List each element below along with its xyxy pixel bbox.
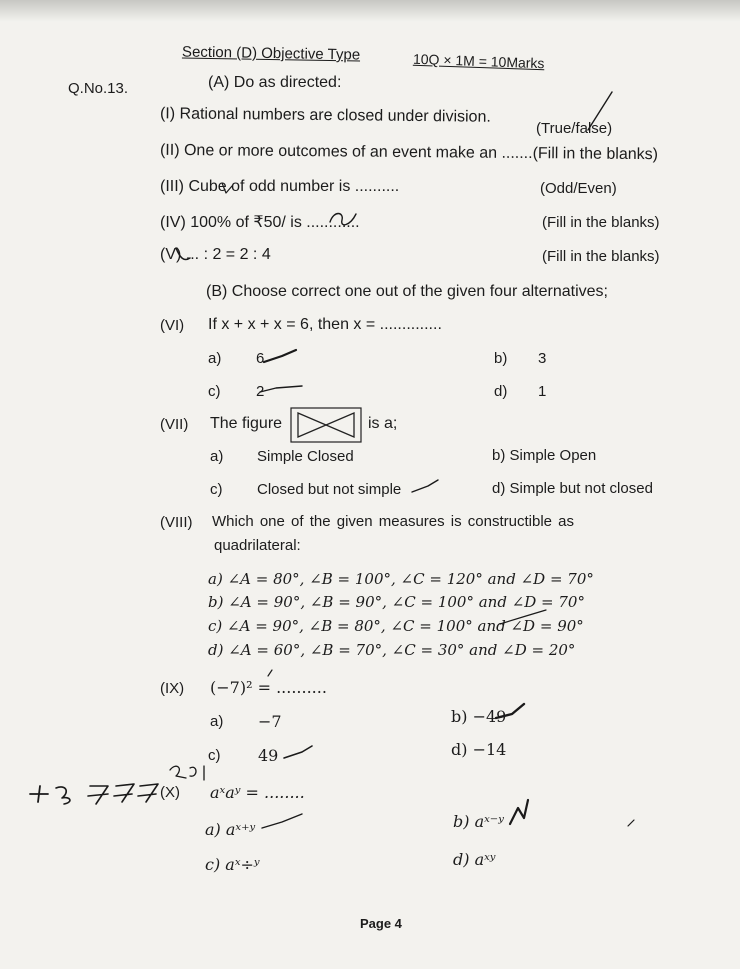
q2-text: One or more outcomes of an event make an .......(Fill in the blanks) <box>183 142 659 164</box>
q4-number: (IV) <box>160 214 186 231</box>
q6-number: (VI) <box>160 317 185 334</box>
q10-number: (X) <box>160 784 180 801</box>
q9-text: (−7)² = .......... <box>210 678 327 697</box>
q6-option-a-label: a) <box>208 350 222 367</box>
q9-option-b: b) −49 <box>451 707 507 726</box>
pen-tick-q10-a <box>262 814 302 828</box>
q5-text: ... : 2 = 2 : 4 <box>185 246 271 263</box>
q5-number: (V) <box>160 246 182 263</box>
pen-digit-margin-1 <box>56 787 70 804</box>
q4-row <box>160 212 360 232</box>
q3-text: Cube of odd number is .......... <box>188 178 400 195</box>
q7-number: (VII) <box>160 416 189 433</box>
q6-option-a: 6 <box>256 350 265 367</box>
q8-number: (VIII) <box>160 514 193 531</box>
q8-option-a: a) ∠A = 80°, ∠B = 100°, ∠C = 120° and ∠D = 70° <box>208 570 594 588</box>
q6-text: If x + x + x = 6, then x = .............. <box>208 316 442 333</box>
pen-digit-margin-4 <box>138 784 158 802</box>
q6-option-d-label: d) <box>494 383 508 400</box>
q10-option-b: b) aˣ⁻ʸ <box>453 812 504 831</box>
q7-option-c-label: c) <box>210 481 223 498</box>
pen-mark-margin <box>628 820 634 826</box>
q2-number: (II) <box>159 141 180 159</box>
q7-option-b: b) Simple Open <box>492 447 597 464</box>
pen-tick-q9-c <box>284 746 312 758</box>
q8-text-line2: quadrilateral: <box>214 537 301 554</box>
q2-row <box>160 142 658 164</box>
q8-option-b: b) ∠A = 90°, ∠B = 90°, ∠C = 100° and ∠D = 70° <box>208 593 585 611</box>
q6-option-b: 3 <box>538 350 547 367</box>
page-number: Page 4 <box>360 916 402 931</box>
q10-option-d: d) aˣʸ <box>453 850 496 869</box>
part-a-heading: (A) Do as directed: <box>208 74 342 91</box>
q7-option-a: Simple Closed <box>257 448 354 465</box>
pen-tick-q7-c <box>412 480 438 492</box>
pen-digit-margin-2 <box>88 786 108 804</box>
q10-option-a: a) aˣ⁺ʸ <box>205 820 256 839</box>
q9-option-c-label: c) <box>208 747 221 764</box>
q4-text: 100% of ₹50/ is ............ <box>190 214 360 231</box>
q9-option-a-label: a) <box>210 713 224 730</box>
q1-number: (I) <box>159 105 176 123</box>
q7-text-before: The figure <box>210 415 283 432</box>
pen-stroke-q6-c <box>260 386 302 392</box>
pen-tick-q6-a <box>264 350 296 362</box>
q10-text: aˣaʸ = ........ <box>210 783 305 802</box>
marks-label: 10Q × 1M = 10Marks <box>412 50 545 72</box>
q5-hint: (Fill in the blanks) <box>542 248 660 265</box>
q8-option-d: d) ∠A = 60°, ∠B = 70°, ∠C = 30° and ∠D = 20° <box>208 641 576 659</box>
q3-hint: (Odd/Even) <box>540 180 617 197</box>
pen-digits-291 <box>170 766 204 780</box>
question-number: Q.No.13. <box>68 80 129 97</box>
q3-number: (III) <box>160 178 184 195</box>
q1-text: Rational numbers are closed under division. <box>179 105 491 126</box>
q6-option-b-label: b) <box>494 350 508 367</box>
q7-option-d: d) Simple but not closed <box>492 480 653 497</box>
q4-hint: (Fill in the blanks) <box>542 214 660 231</box>
q7-option-a-label: a) <box>210 448 224 465</box>
q7-option-c: Closed but not simple <box>257 481 402 498</box>
q8-text-line1: Which one of the given measures is constructible as <box>212 513 575 530</box>
bowtie-figure-icon <box>290 407 362 443</box>
q9-option-d: d) −14 <box>451 740 507 759</box>
q10-option-c: c) aˣ÷ʸ <box>205 855 260 874</box>
q1-row <box>160 105 491 126</box>
q6-option-c: 2 <box>256 383 265 400</box>
q3-row <box>160 178 399 196</box>
section-title: Section (D) Objective Type <box>181 43 361 64</box>
q7-text-after: is a; <box>368 415 398 432</box>
pen-mark-q9 <box>268 670 272 676</box>
pen-scribble-q10-b <box>510 800 528 824</box>
q6-option-d: 1 <box>538 383 547 400</box>
pen-digit-margin-3 <box>114 784 134 802</box>
q9-option-c: 49 <box>258 746 279 765</box>
scan-shadow <box>0 0 740 22</box>
q6-option-c-label: c) <box>208 383 221 400</box>
part-b-heading: (B) Choose correct one out of the given four alternatives; <box>206 283 608 300</box>
q8-option-c: c) ∠A = 90°, ∠B = 80°, ∠C = 100° and ∠D = 90° <box>208 617 584 635</box>
q9-number: (IX) <box>160 680 185 697</box>
q5-row <box>160 246 271 264</box>
q1-hint: (True/false) <box>536 120 613 137</box>
pen-plus-margin <box>30 786 48 802</box>
q9-option-a: −7 <box>258 712 282 731</box>
